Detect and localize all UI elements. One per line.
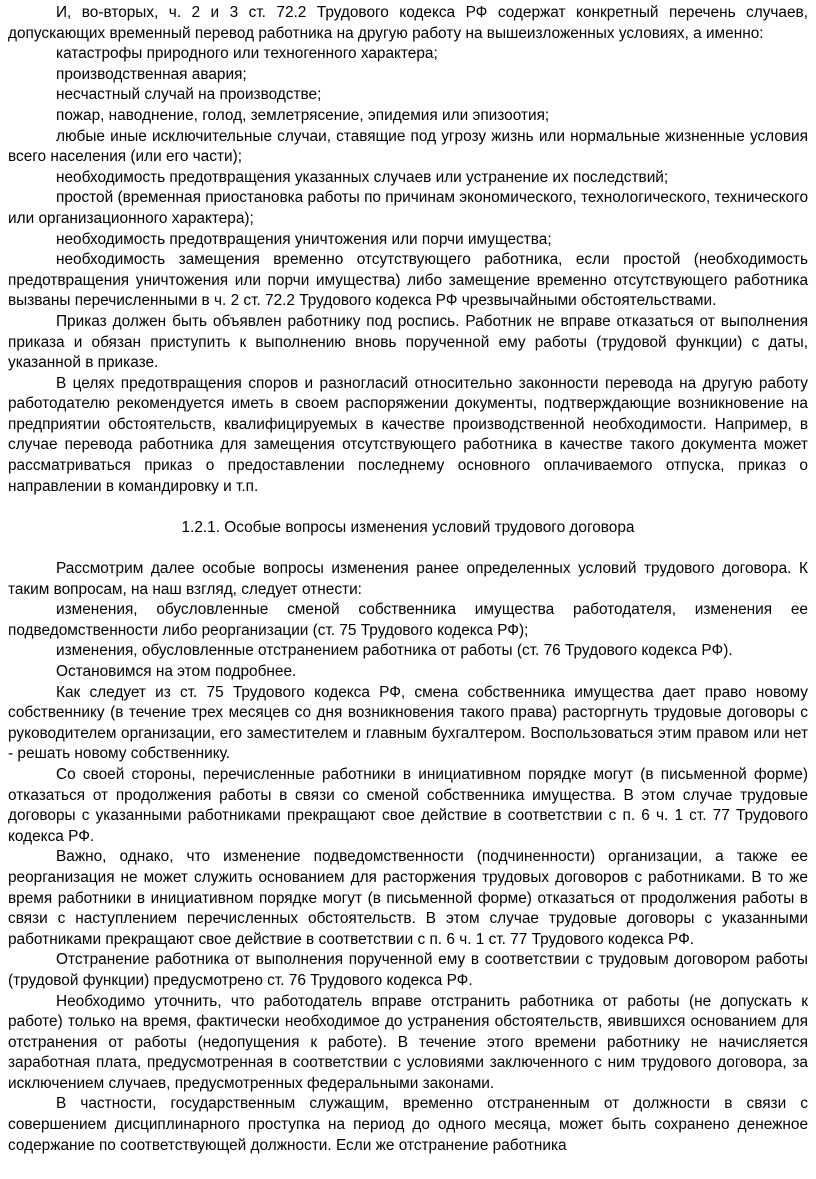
list-item: изменения, обусловленные отстранением работника от работы (ст. 76 Трудового кодекса РФ).	[56, 642, 733, 660]
list-item: простой (временная приостановка работы по причинам экономического, технологического, технического или организационного характера);	[8, 189, 808, 227]
paragraph: Приказ должен быть объявлен работнику под роспись. Работник не вправе отказаться от выполнения приказа и обязан приступить к выполнению вновь порученной ему работы (трудовой функции) с даты, указанной в приказе.	[8, 312, 808, 372]
section-heading: 1.2.1. Особые вопросы изменения условий трудового договора	[181, 518, 635, 536]
list-item: пожар, наводнение, голод, землетрясение, эпидемия или эпизоотия;	[56, 106, 550, 124]
paragraph: Отстранение работника от выполнения порученной ему в соответствии с трудовым договором работы (трудовой функции) предусмотрено ст. 76 Трудового кодекса РФ.	[8, 951, 808, 989]
spacer	[8, 538, 808, 559]
paragraph: Со своей стороны, перечисленные работники в инициативном порядке могут (в письменной форме) отказаться от продолжения работы в связи со сменой собственника имущества. В этом случае трудовые договоры с указанными работниками прекращают свое действие в соответствии с п. 6 ч. 1 ст. 77 Трудового кодекса РФ.	[8, 765, 808, 845]
paragraph: Рассмотрим далее особые вопросы изменения ранее определенных условий трудового договора. К таким вопросам, на наш взгляд, следует отнести:	[8, 560, 808, 598]
list-item: необходимость предотвращения уничтожения или порчи имущества;	[56, 230, 552, 248]
paragraph: Как следует из ст. 75 Трудового кодекса РФ, смена собственника имущества дает право новому собственнику (в течение трех месяцев со дня возникновения такого права) расторгнуть трудовые договоры с руководителем организации, его заместителем и главным бухгалтером. Воспользоваться этим правом или нет - решать новому собственнику.	[8, 683, 808, 763]
list-item: несчастный случай на производстве;	[56, 86, 322, 104]
paragraph: И, во-вторых, ч. 2 и 3 ст. 72.2 Трудового кодекса РФ содержат конкретный перечень случаев, допускающих временный перевод работника на другую работу на вышеизложенных условиях, а именно:	[8, 4, 808, 42]
paragraph: Важно, однако, что изменение подведомственности (подчиненности) организации, а также ее реорганизация не может служить основанием для расторжения трудовых договоров с работниками. В то же время работники в инициативном порядке могут (в письменной форме) отказаться от продолжения работы в связи с наступлением перечисленных обстоятельств. В этом случае трудовые договоры с указанными работниками прекращают свое действие в соответствии с п. 6 ч. 1 ст. 77 Трудового кодекса РФ.	[8, 848, 808, 948]
list-item: производственная авария;	[56, 65, 247, 83]
paragraph: В целях предотвращения споров и разногласий относительно законности перевода на другую работу работодателю рекомендуется иметь в своем распоряжении документы, подтверждающие возникновение на предприятии обстоятельств, квалифицируемых в качестве производственной необходимости. Например, в случае перевода работника для замещения отсутствующего работника в качестве такого документа может рассматриваться приказ о предоставлении последнему основного оплачиваемого отпуска, приказ о направлении в командировку и т.п.	[8, 374, 808, 495]
paragraph: Необходимо уточнить, что работодатель вправе отстранить работника от работы (не допускать к работе) только на время, фактически необходимое до устранения обстоятельств, явившихся основанием для отстранения от работы (недопущения к работе). В течение этого времени работнику не начисляется заработная плата, предусмотренная в соответствии с условиями заключенного с ним трудового договора, за исключением случаев, предусмотренных федеральными законами.	[8, 992, 808, 1092]
paragraph: Остановимся на этом подробнее.	[56, 663, 297, 680]
list-item: изменения, обусловленные сменой собственника имущества работодателя, изменения ее подведомственности либо реорганизации (ст. 75 Трудового кодекса РФ);	[8, 601, 808, 639]
list-item: любые иные исключительные случаи, ставящие под угрозу жизнь или нормальные жизненные условия всего населения (или его части);	[8, 127, 808, 166]
list-item: необходимость замещения временно отсутствующего работника, если простой (необходимость предотвращения уничтожения или порчи имущества) либо замещение временно отсутствующего работника вызваны перечисленными в ч. 2 ст. 72.2 Трудового кодекса РФ чрезвычайными обстоятельствами.	[8, 251, 808, 310]
list-item: катастрофы природного или техногенного характера;	[56, 45, 438, 63]
spacer	[8, 497, 808, 518]
list-item: необходимость предотвращения указанных случаев или устранение их последствий;	[56, 168, 669, 186]
paragraph: В частности, государственным служащим, временно отстраненным от должности в связи с совершением дисциплинарного проступка на период до одного месяца, может быть сохранено денежное содержание по соответствующей должности. Если же отстранение работника	[8, 1095, 808, 1154]
